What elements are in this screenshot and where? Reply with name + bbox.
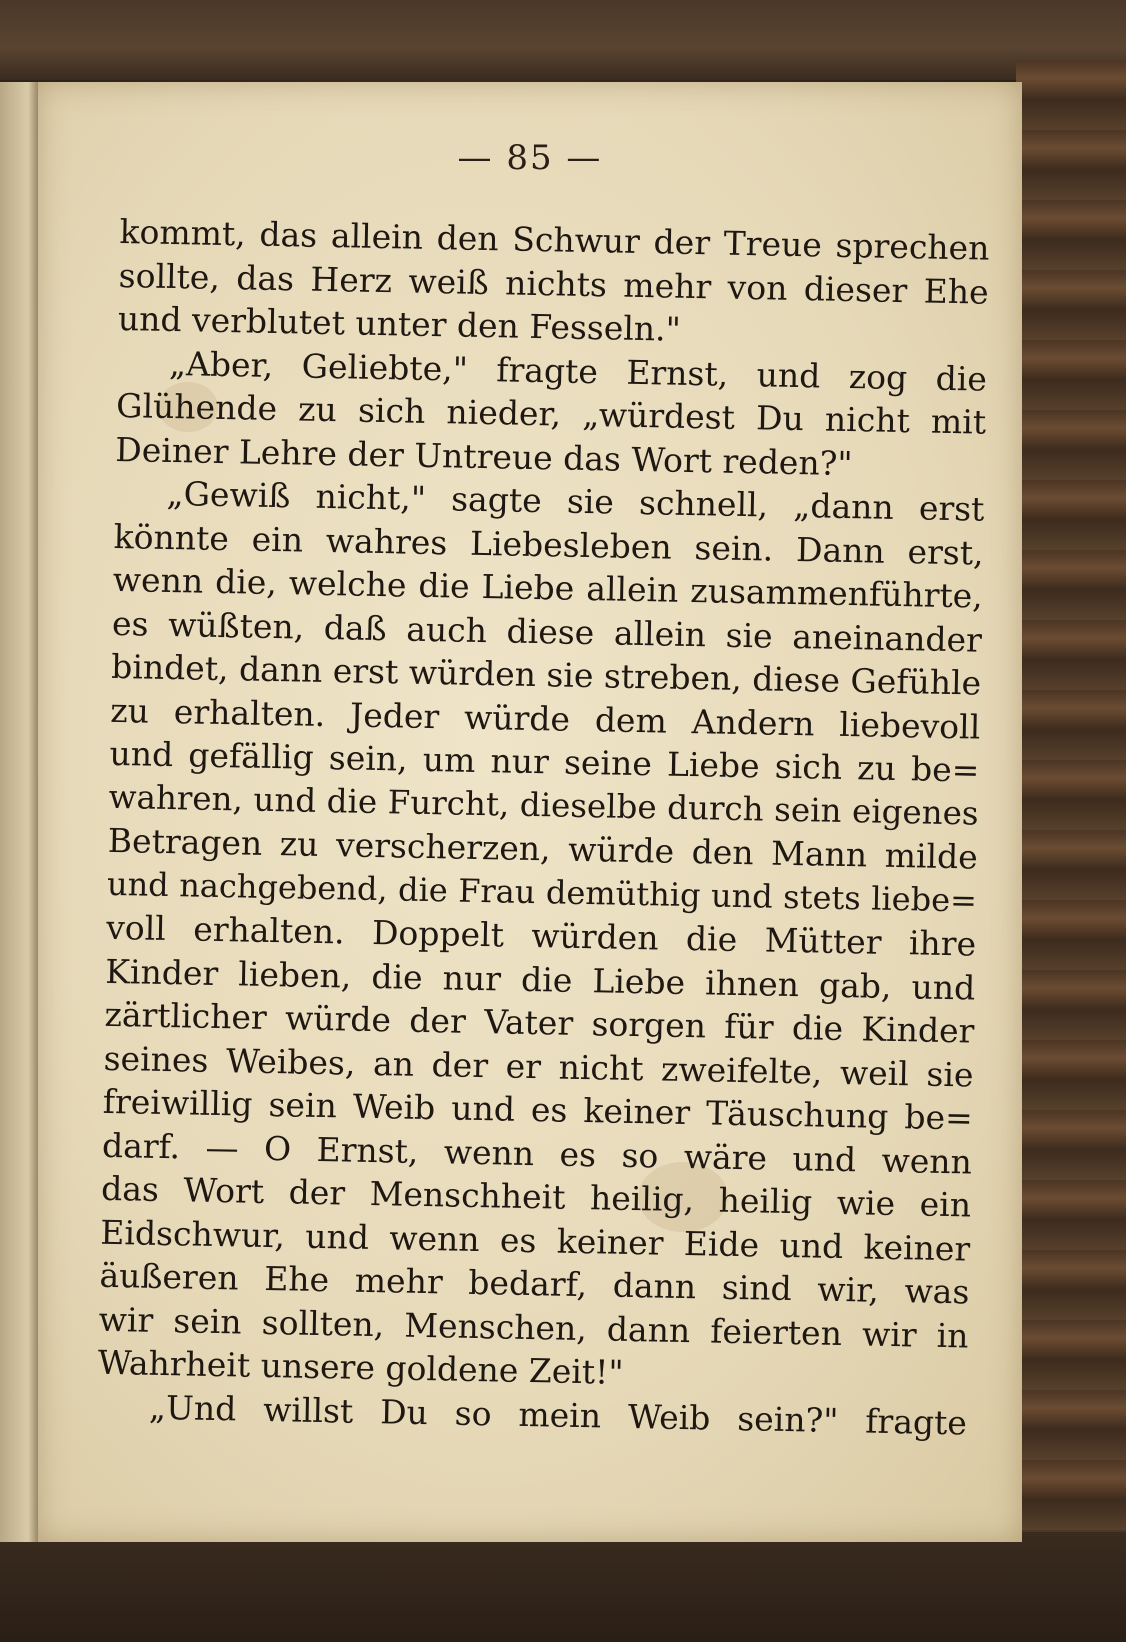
text-line: es wüßten, daß auch diese allein sie aneinander	[111, 603, 983, 660]
text-line: Betragen zu verscherzen, würde den Mann milde	[107, 820, 979, 877]
text-line: freiwillig sein Weib und es keiner Täuschung be=	[102, 1081, 974, 1138]
text-line: Wahrheit unsere goldene Zeit!"	[97, 1342, 624, 1392]
text-line: wenn die, welche die Liebe allein zusammenführte,	[112, 559, 984, 616]
text-line: Deiner Lehre der Untreue das Wort reden?"	[115, 429, 853, 483]
text-line: zu erhalten. Jeder würde dem Andern liebevoll	[110, 690, 981, 747]
body-text	[95, 210, 990, 1526]
text-line: könnte ein wahres Liebesleben sein. Dann erst,	[113, 516, 984, 573]
text-line: voll erhalten. Doppelt würden die Mütter ihre	[105, 907, 977, 964]
text-line: darf. — O Ernst, wenn es so wäre und wenn	[101, 1125, 973, 1182]
text-line: sollte, das Herz weiß nichts mehr von dieser Ehe	[118, 255, 989, 312]
page-number: — 85 —	[457, 138, 603, 178]
book-cover-top	[0, 0, 1126, 80]
book-cover-right	[1016, 60, 1126, 1642]
text-line: und gefällig sein, um nur seine Liebe sich zu be=	[109, 733, 980, 790]
text-line: „Und willst Du so mein Weib sein?" fragte	[148, 1387, 968, 1442]
text-line: Glühende zu sich nieder, „würdest Du nicht mit	[115, 385, 987, 442]
text-line: Kinder lieben, die nur die Liebe ihnen gab, und	[105, 951, 976, 1008]
text-line: „Gewiß nicht," sagte sie schnell, „dann erst	[166, 473, 985, 529]
text-line: wahren, und die Furcht, dieselbe durch sein eigenes	[108, 777, 979, 833]
text-line: kommt, das allein den Schwur der Treue sprechen	[119, 211, 990, 268]
facing-page-edge	[0, 82, 40, 1542]
text-line: seines Weibes, an der er nicht zweifelte, weil sie	[103, 1038, 974, 1095]
text-line: das Wort der Menschheit heilig, heilig wie ein	[100, 1168, 972, 1225]
book-page	[38, 82, 1022, 1542]
book-cover-bottom	[0, 1532, 1126, 1642]
text-line: bindet, dann erst würden sie streben, diese Gefühle	[110, 646, 982, 703]
text-line: zärtlicher würde der Vater sorgen für die Kinder	[104, 994, 975, 1051]
text-line: und verblutet unter den Fesseln."	[117, 298, 682, 349]
text-line: Eidschwur, und wenn es keiner Eide und keiner	[100, 1212, 971, 1269]
text-line: und nachgebend, die Frau demüthig und stets liebe=	[106, 864, 978, 920]
text-line: „Aber, Geliebte," fragte Ernst, und zog die	[168, 343, 988, 399]
text-line: äußeren Ehe mehr bedarf, dann sind wir, was	[99, 1255, 970, 1312]
text-line: wir sein sollten, Menschen, dann feierten wir in	[98, 1299, 969, 1355]
